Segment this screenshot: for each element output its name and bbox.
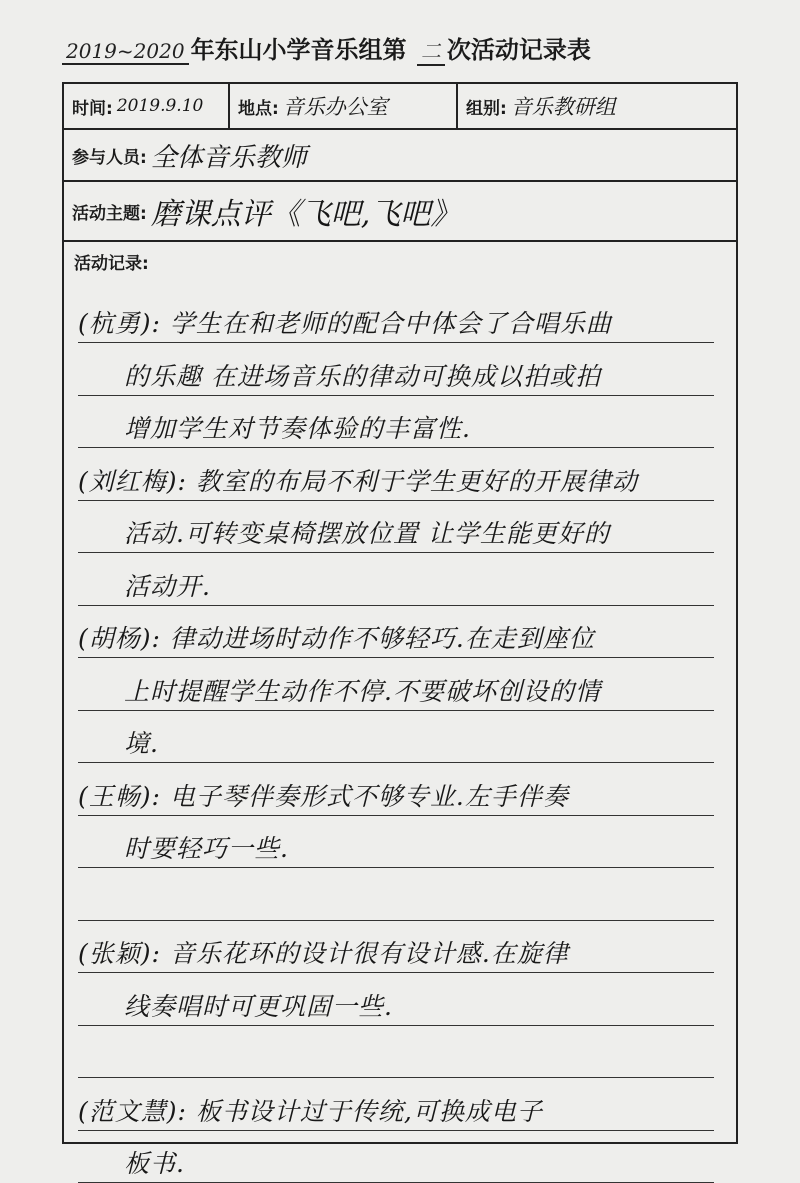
theme-row — [64, 182, 736, 242]
participants-label: 参与人员: — [72, 147, 147, 168]
record-line-text: (范文慧): 板书设计过于传统,可换成电子 — [78, 1096, 543, 1126]
record-rule-line — [78, 500, 714, 501]
record-line-text: (杭勇): 学生在和老师的配合中体会了合唱乐曲 — [78, 309, 612, 338]
place-value: 音乐办公室 — [282, 95, 388, 119]
record-line-text: (刘红梅): 教室的布局不利于学生更好的开展律动 — [78, 466, 638, 496]
record-rule-line — [78, 395, 714, 396]
record-rule-line — [78, 605, 714, 606]
place-cell — [230, 84, 458, 128]
participants-value: 全体音乐教师 — [150, 142, 307, 173]
year-field: 2019~2020 — [62, 39, 189, 65]
activity-record-form — [62, 82, 738, 1178]
title-part-2: 次活动记录表 — [446, 36, 591, 64]
record-line-text: 境. — [124, 729, 159, 758]
record-rule-line — [78, 920, 714, 921]
record-rule-line — [78, 447, 714, 448]
record-rule-line — [78, 657, 714, 658]
session-number-field: 二 — [417, 35, 445, 66]
group-cell — [458, 84, 738, 128]
group-label: 组别: — [466, 98, 507, 119]
place-label: 地点: — [238, 98, 279, 119]
record-line-text: 活动.可转变桌椅摆放位置 让学生能更好的 — [124, 519, 610, 548]
record-rule-line — [78, 1077, 714, 1078]
record-line-text: 线奏唱时可更巩固一些. — [124, 991, 393, 1021]
record-rule-line — [78, 342, 714, 343]
record-line-text: (胡杨): 律动进场时动作不够轻巧.在走到座位 — [78, 624, 595, 653]
record-label: 活动记录: — [74, 253, 149, 274]
record-line-text: 的乐趣 在进场音乐的律动可换成以拍或拍 — [124, 361, 601, 391]
record-rule-line — [78, 867, 714, 868]
group-value: 音乐教研组 — [510, 95, 616, 119]
record-line-text: 活动开. — [124, 571, 211, 601]
record-line-text: 增加学生对节奏体验的丰富性. — [124, 414, 471, 443]
record-rule-line — [78, 552, 714, 553]
record-rule-line — [78, 762, 714, 763]
info-row — [64, 84, 736, 130]
time-cell — [64, 84, 230, 128]
participants-cell — [64, 130, 736, 180]
record-section — [64, 242, 736, 1178]
record-rule-line — [78, 1025, 714, 1026]
theme-value: 磨课点评《飞吧,飞吧》 — [150, 197, 461, 232]
theme-label: 活动主题: — [72, 203, 147, 224]
record-rule-line — [78, 972, 714, 973]
record-rule-line — [78, 710, 714, 711]
title-part-1: 年东山小学音乐组第 — [190, 36, 407, 64]
record-line-text: 板书. — [124, 1149, 185, 1178]
record-line-text: (王畅): 电子琴伴奏形式不够专业.左手伴奏 — [78, 781, 569, 811]
record-line-text: 时要轻巧一些. — [124, 834, 289, 863]
record-line-text: (张颖): 音乐花环的设计很有设计感.在旋律 — [78, 939, 569, 968]
record-line-text: 上时提醒学生动作不停.不要破坏创设的情 — [124, 676, 601, 706]
participants-row — [64, 130, 736, 182]
time-label: 时间: — [72, 98, 113, 119]
time-value: 2019.9.10 — [116, 96, 204, 116]
form-title — [60, 30, 780, 80]
record-rule-line — [78, 1130, 714, 1131]
record-rule-line — [78, 815, 714, 816]
theme-cell — [64, 182, 736, 240]
